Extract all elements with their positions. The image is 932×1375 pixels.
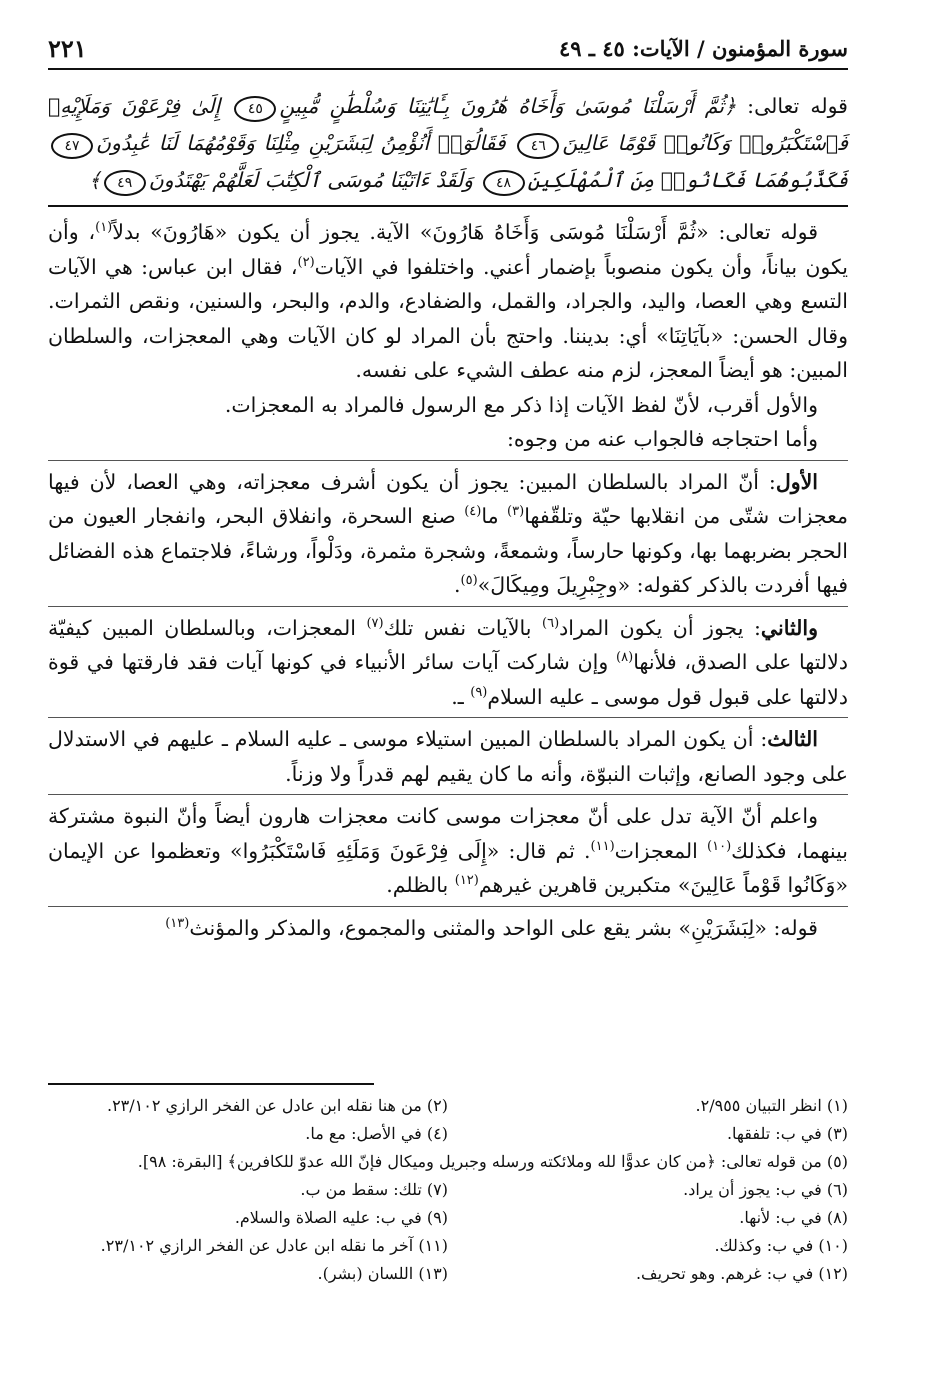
paragraph-text: واعلم أنّ الآية تدل على أنّ معجزات موسى كانت معجزات هارون أيضاً وأنّ النبوة مشتركة بينهما، فكذلك	[48, 804, 848, 863]
ayah-text: ثُمَّ أَرْسَلْنَا مُوسَىٰ وَأَخَاهُ هَٰرُونَ بِـَٔايَٰتِنَا وَسُلْطَٰنٍ مُّبِينٍ	[279, 94, 725, 118]
paragraph-text: المعجزات، وبالسلطان المبين كيفيّة دلالتها على الصدق، فلأنها	[48, 615, 848, 674]
footnote: (١٢) في ب: غرهم. وهو تحريف.	[635, 1264, 848, 1283]
footnote: (٧) تلك: سقط من ب.	[300, 1180, 448, 1199]
ayah-number-marker: ٤٥	[234, 96, 276, 122]
paragraph-text: : أن يكون المراد بالسلطان المبين استيلاء موسى ـ عليه السلام ـ عليهم في الاستدلال على وجود الصانع، وإثبات النبوّة، وأنه ما كان يقيم لهم قدراً ولا وزناً.	[48, 727, 848, 786]
ayah-number-marker: ٤٦	[517, 133, 559, 159]
footnote: (١٠) في ب: وكذلك.	[714, 1236, 848, 1255]
quran-verses-block	[48, 88, 848, 207]
paragraph-text: بالظلم.	[386, 873, 455, 897]
paragraph	[48, 422, 848, 457]
footnote: (١) انظر التبيان ٢/٩٥٥.	[695, 1096, 848, 1115]
quran-close-bracket: ﴾	[88, 168, 101, 192]
footnote-reference: (١)	[95, 220, 113, 236]
footnote-reference: (٦)	[542, 615, 560, 631]
commentary-paragraphs	[48, 215, 848, 945]
footnote-row	[48, 1176, 848, 1204]
ayah-number-marker: ٤٩	[104, 170, 146, 196]
paragraph-text: . ثم قال: «إِلَى فِرْعَونَ وَمَلَئِهِ فَاسْتَكْبَرُوا» وتعظموا عن الإيمان «وَكَانُوا قَوْماً عَالِينَ» متكبرين قاهرين غيرهم	[48, 838, 848, 897]
paragraph	[48, 460, 848, 603]
paragraph-text: قوله تعالى: «ثُمَّ أَرْسَلْنَا مُوسَى وَأَخَاهُ هَارُونَ» الآية. يجوز أن يكون «هَارُونَ» بدلاً	[112, 220, 818, 244]
ayah-text: فَكَذَّبُوهُمَا فَكَانُوا۟ مِنَ ٱلْمُهْلَكِينَ	[527, 168, 848, 192]
footnote: (١٣) اللسان (بشر).	[317, 1264, 448, 1283]
paragraph-text: وإن شاركت آيات سائر الأنبياء في كونها آيات فقد فارقتها في قوة دلالتها على قبول قول موسى ـ عليه السلام	[48, 650, 848, 709]
footnote-reference: (٥)	[460, 573, 478, 589]
paragraph	[48, 794, 848, 903]
paragraph	[48, 606, 848, 715]
footnotes	[48, 1092, 848, 1288]
paragraph-text: : يجوز أن يكون المراد	[559, 615, 761, 640]
paragraph-text: وأما احتجاجه فالجواب عنه من وجوه:	[506, 427, 818, 451]
ayah-text: إِلَىٰ فِرْعَوْنَ وَمَلَإِيْهِۦ فَٱسْتَكْبَرُوا۟ وَكَانُوا۟ قَوْمًا عَالِينَ	[48, 94, 848, 155]
page-number: ٢٢١	[48, 33, 87, 63]
footnote-reference: (١٣)	[165, 915, 190, 931]
paragraph-lead: الأول	[775, 469, 818, 494]
paragraph-lead: والثاني	[760, 615, 818, 640]
footnote-reference: (٣)	[507, 504, 525, 520]
footnote-reference: (١٢)	[454, 873, 479, 889]
paragraph	[48, 906, 848, 946]
running-head	[48, 28, 848, 70]
paragraph-text: ـ.	[451, 684, 471, 709]
footnote: (٦) في ب: يجوز أن يراد.	[683, 1180, 848, 1199]
paragraph-text: والأول أقرب، لأنّ لفظ الآيات إذا ذكر مع الرسول فالمراد به المعجزات.	[224, 392, 818, 417]
paragraph-text: .	[454, 573, 461, 597]
ayah-text: وَلَقَدْ ءَاتَيْنَا مُوسَى ٱلْكِتَٰبَ لَعَلَّهُمْ يَهْتَدُونَ	[148, 168, 474, 192]
footnote-reference: (٢)	[297, 254, 315, 270]
ayah-text: فَقَالُوٓا۟ أَنُؤْمِنُ لِبَشَرَيْنِ مِثْلِنَا وَقَوْمُهُمَا لَنَا عَٰبِدُونَ	[96, 131, 506, 155]
main-text	[48, 88, 848, 945]
footnote: (٨) في ب: لأنها.	[739, 1208, 848, 1227]
footnote-reference: (١١)	[590, 838, 615, 854]
footnote-row	[48, 1232, 848, 1260]
footnote: (٣) في ب: تلفقها.	[726, 1124, 848, 1143]
paragraph-lead: الثالث	[767, 727, 818, 751]
footnote-reference: (٩)	[470, 684, 488, 700]
paragraph-text: صنع السحرة، وانفلاق البحر، وانفجار العيون من الحجر بضربهما بها، وكونها حارساً، وشمعةً، وشجرة مثمرة، ودَلْواً، ورشاءً، فلاجتماع هذه الفضائل فيها أفردت بالذكر كقوله: «وجِبْرِيلَ ومِيكَالَ»	[48, 504, 848, 597]
paragraph-text: بالآيات نفس تلك	[383, 615, 543, 640]
footnote-row	[48, 1092, 848, 1120]
footnote-separator	[48, 1083, 374, 1085]
quran-intro: قوله تعالى:	[736, 94, 848, 118]
footnote-row	[48, 1120, 848, 1148]
footnote-row	[48, 1204, 848, 1232]
footnote-row	[48, 1148, 848, 1176]
footnote: (٢) من هنا نقله ابن عادل عن الفخر الرازي ٢٣/١٠٢.	[106, 1096, 448, 1115]
paragraph	[48, 388, 848, 423]
paragraph	[48, 717, 848, 791]
footnote-row	[48, 1260, 848, 1288]
paragraph-text: ما	[481, 504, 508, 528]
footnote: (١١) آخر ما نقله ابن عادل عن الفخر الرازي ٢٣/١٠٢.	[100, 1236, 448, 1255]
paragraph-text: ، وأن يكون بياناً، وأن يكون منصوباً بإضمار أعني. واختلفوا في الآيات	[48, 220, 848, 279]
footnote: (٩) في ب: عليه الصلاة والسلام.	[234, 1208, 448, 1227]
footnote-reference: (٧)	[366, 615, 384, 631]
paragraph	[48, 215, 848, 388]
footnote: (٥) من قوله تعالى: ﴿من كان عدوًّا لله وملائكته ورسله وجبريل وميكال فإنّ الله عدوّ للكافرين﴾ [البقرة: ٩٨].	[137, 1152, 848, 1171]
running-title: سورة المؤمنون / الآيات: ٤٥ ـ ٤٩	[558, 35, 848, 61]
ayah-number-marker: ٤٧	[51, 133, 93, 159]
paragraph-text: المعجزات	[614, 838, 708, 863]
paragraph-text: : أنّ المراد بالسلطان المبين: يجوز أن يكون أشرف معجزاته، وهي العصا، لأن فيها معجزات شتّى من انقلابها حيّة وتلقّفها	[48, 469, 848, 528]
footnote-reference: (٤)	[464, 504, 482, 520]
paragraph-text: ، فقال ابن عباس: هي الآيات التسع وهي العصا، واليد، والجراد، والقمل، والضفادع، والدم، والبحر، والسنين، ونقص الثمرات. وقال الحسن: «بآيَاتِنَا» أي: بديننا. واحتج بأن المراد لو كان الآيات وهي المعجزات، والسلطان المبين: هو أيضاً المعجز، لزم منه عطف الشيء على نفسه.	[48, 254, 848, 382]
footnote-reference: (٨)	[616, 650, 634, 666]
ayah-number-marker: ٤٨	[483, 170, 525, 196]
footnote-reference: (١٠)	[707, 838, 732, 854]
quran-open-bracket: ﴿	[724, 94, 737, 118]
paragraph-text: قوله: «لِبَشَرَيْنِ» بشر يقع على الواحد والمثنى والمجموع، والمذكر والمؤنث	[189, 915, 818, 940]
footnote: (٤) في الأصل: مع ما.	[305, 1124, 448, 1143]
